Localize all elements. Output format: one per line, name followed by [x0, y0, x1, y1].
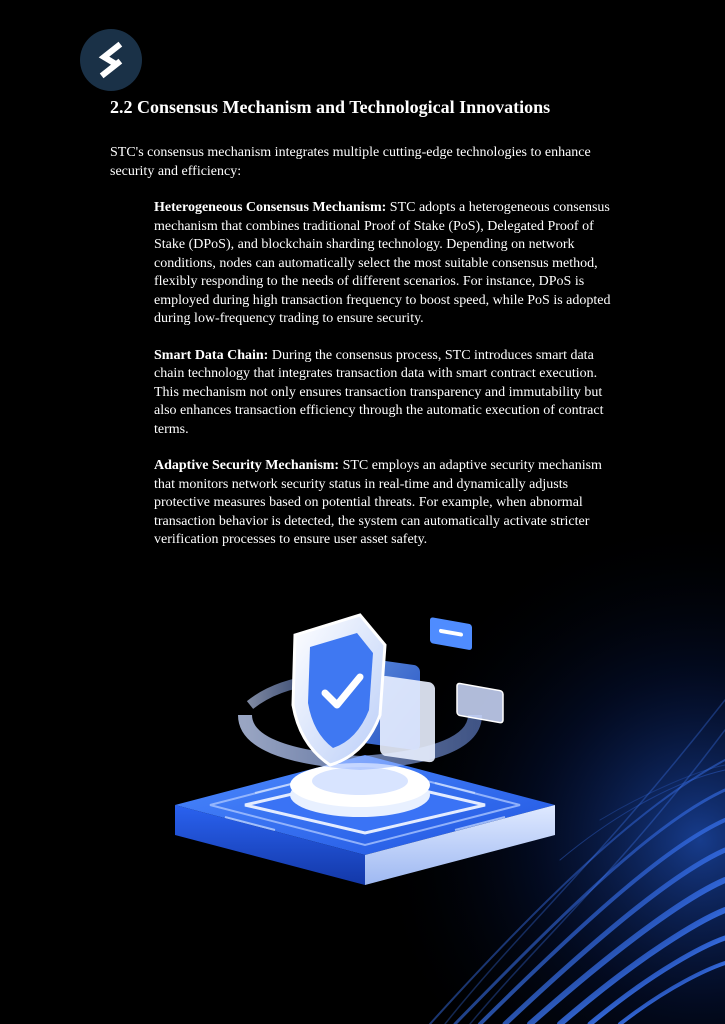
- section-body: STC employs an adaptive security mechanism that monitors network security status in real-time and dynamically adjusts protective measures based on potential threats. For example, when abnormal transaction behavior is detected, the system can automatically activate stricter verification processes to ensure user asset safety.: [154, 458, 602, 547]
- section-body: STC adopts a heterogeneous consensus mechanism that combines traditional Proof of Stake (PoS), Delegated Proof of Stake (DPoS), and blockchain sharding technology. Depending on network conditions, nodes can automatically select the most suitable consensus method, flexibly responding to the needs of different scenarios. For instance, DPoS is employed during high transaction frequency to boost speed, while PoS is adopted during low-frequency trading to ensure security.: [154, 200, 611, 326]
- section-term: Heterogeneous Consensus Mechanism:: [154, 200, 387, 215]
- section-smart-data-chain: [154, 347, 624, 440]
- page-title: 2.2 Consensus Mechanism and Technological Innovations: [110, 97, 551, 117]
- section-term: Adaptive Security Mechanism:: [154, 458, 340, 473]
- section-adaptive-security: [154, 457, 624, 550]
- section-heterogeneous-consensus: [154, 199, 624, 329]
- stc-logo-icon: [80, 29, 142, 91]
- section-term: Smart Data Chain:: [154, 347, 269, 363]
- security-shield-platform-illustration: [165, 605, 565, 895]
- section-body: During the consensus process, STC introduces smart data chain technology that integrates transaction data with smart contract execution. This mechanism not only ensures transaction transparency and immutability but also enhances transaction efficiency through the automatic execution of contract terms.: [154, 347, 604, 437]
- intro-paragraph: STC's consensus mechanism integrates multiple cutting-edge technologies to enhance security and efficiency:: [110, 145, 591, 179]
- section-list: [154, 199, 624, 568]
